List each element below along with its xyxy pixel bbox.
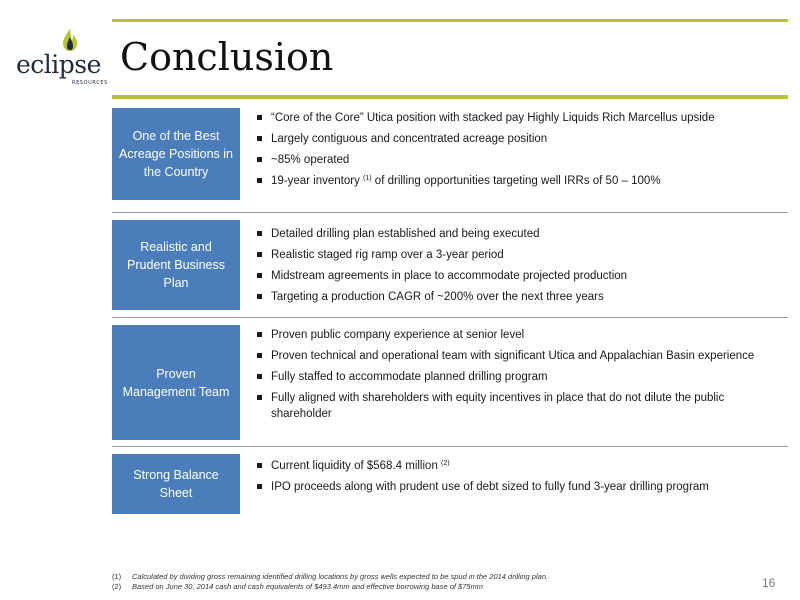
footnote-text: Calculated by dividing gross remaining identified drilling locations by gross wells expected to be spud in the 2014 drilling plan. xyxy=(132,572,549,581)
title-accent-rule xyxy=(112,95,788,99)
bullet-item: Proven technical and operational team with significant Utica and Appalachian Basin experience xyxy=(256,348,756,364)
bullet-item: Fully staffed to accommodate planned drilling program xyxy=(256,369,756,385)
page-title: Conclusion xyxy=(120,35,334,79)
section-label: One of the Best Acreage Positions in the Country xyxy=(112,108,240,200)
footnote-number: (2) xyxy=(112,582,122,591)
top-accent-rule xyxy=(112,19,788,22)
bullet-text: Current liquidity of $568.4 million xyxy=(271,460,442,472)
footnote-text: Based on June 30, 2014 cash and cash equivalents of $493.4mm and effective borrowing base of $75mm xyxy=(132,582,484,591)
section-label: Proven Management Team xyxy=(112,325,240,440)
bullet-list xyxy=(256,458,756,500)
bullet-item: Fully aligned with shareholders with equity incentives in place that do not dilute the public shareholder xyxy=(256,390,756,422)
flame-icon xyxy=(60,28,80,52)
bullet-item: “Core of the Core” Utica position with stacked pay Highly Liquids Rich Marcellus upside xyxy=(256,110,756,126)
section-label: Realistic and Prudent Business Plan xyxy=(112,220,240,310)
section-divider xyxy=(112,212,788,213)
logo-wordmark: eclipse xyxy=(16,50,101,79)
footnote-number: (1) xyxy=(112,572,122,581)
bullet-item xyxy=(256,458,756,474)
section-label: Strong Balance Sheet xyxy=(112,454,240,514)
bullet-item: Proven public company experience at senior level xyxy=(256,327,756,343)
footnotes xyxy=(112,572,712,592)
bullet-list xyxy=(256,110,756,194)
page-number: 16 xyxy=(762,576,776,590)
logo-subtext: RESOURCES xyxy=(72,80,108,86)
footnote-row xyxy=(112,582,712,592)
bullet-item: Midstream agreements in place to accommodate projected production xyxy=(256,268,756,284)
bullet-item: Realistic staged rig ramp over a 3-year period xyxy=(256,247,756,263)
bullet-item: ~85% operated xyxy=(256,152,756,168)
company-logo xyxy=(14,28,108,86)
bullet-text: of drilling opportunities targeting well IRRs of 50 – 100% xyxy=(371,175,661,187)
bullet-item xyxy=(256,173,756,189)
section-divider xyxy=(112,446,788,447)
bullet-item: Targeting a production CAGR of ~200% over the next three years xyxy=(256,289,756,305)
bullet-item: Largely contiguous and concentrated acreage position xyxy=(256,131,756,147)
bullet-item: Detailed drilling plan established and being executed xyxy=(256,226,756,242)
footnote-marker: (2) xyxy=(441,460,450,467)
section-divider xyxy=(112,317,788,318)
bullet-list xyxy=(256,327,756,427)
bullet-text: 19-year inventory xyxy=(271,175,364,187)
bullet-list xyxy=(256,226,756,310)
footnote-marker: (1) xyxy=(363,175,372,182)
bullet-item: IPO proceeds along with prudent use of debt sized to fully fund 3-year drilling program xyxy=(256,479,756,495)
footnote-row xyxy=(112,572,712,582)
